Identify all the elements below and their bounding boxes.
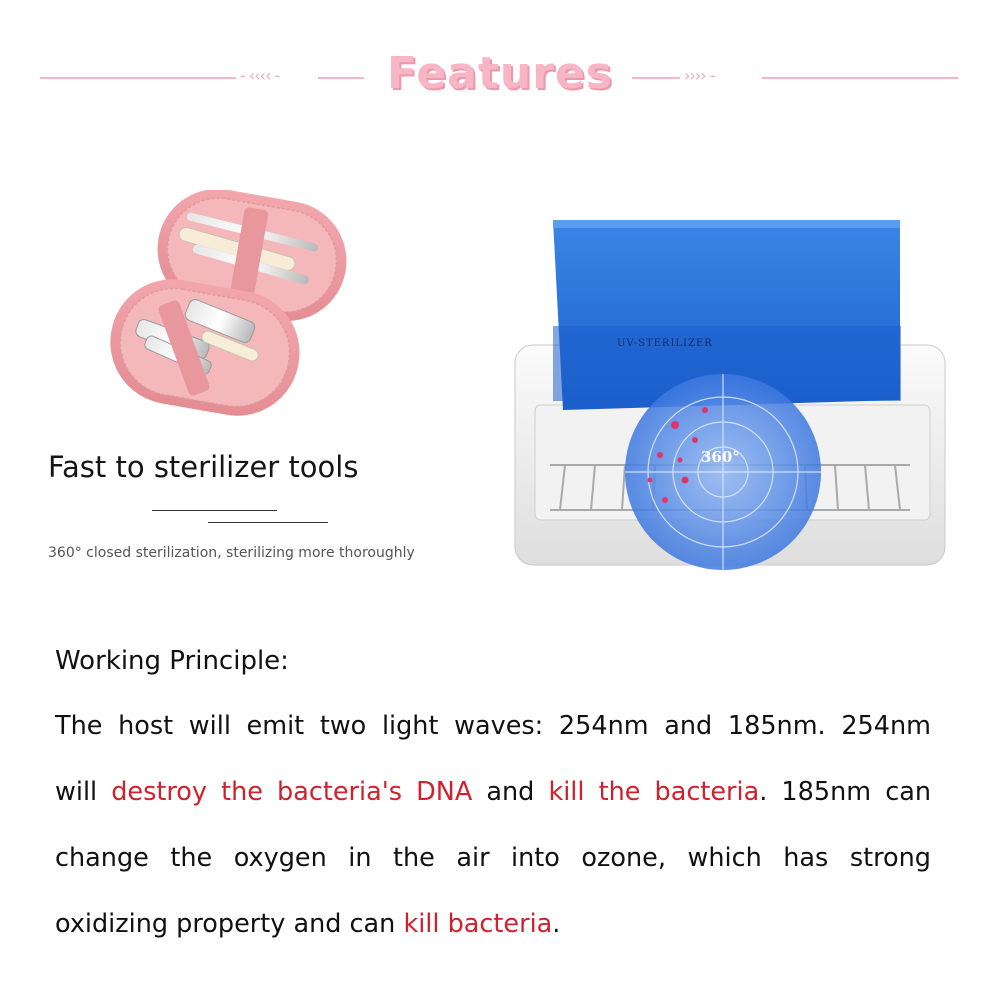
feature-title: Fast to sterilizer tools — [48, 450, 359, 484]
line4-text-c: . — [552, 909, 561, 939]
working-principle-line-3: change the oxygen in the air into ozone, which has strong — [55, 843, 931, 873]
sterilizer-360-badge: 360° — [701, 448, 740, 466]
working-principle-line-1: The host will emit two light waves: 254nm and 185nm. 254nm — [55, 711, 931, 741]
header-right-rule — [762, 77, 958, 79]
header-left-chevrons: - ‹‹‹‹ - — [240, 66, 280, 85]
highlight-kill-bacteria: kill bacteria — [403, 909, 553, 939]
line4-text-a: oxidizing property and can — [55, 909, 404, 939]
working-principle-heading: Working Principle: — [55, 646, 289, 676]
working-principle-line-2 — [55, 777, 931, 807]
line2-text-e: . 185nm can — [759, 777, 932, 807]
sterilizer-lid-label: UV-STERILIZER — [617, 338, 713, 349]
highlight-kill-the-bacteria: kill the bacteria — [548, 777, 760, 807]
working-principle-line-4 — [55, 909, 560, 939]
feature-subtitle: 360° closed sterilization, sterilizing more thoroughly — [48, 545, 415, 561]
line2-text-a: will — [55, 777, 112, 807]
feature-divider-lower — [208, 522, 328, 523]
feature-divider-upper — [152, 510, 277, 511]
line2-text-c: and — [472, 777, 549, 807]
header-right-chevrons: ›››› - — [684, 66, 715, 85]
header-right-rule-short — [632, 77, 680, 79]
page-title: Features — [387, 48, 613, 99]
highlight-destroy-dna: destroy the bacteria's DNA — [111, 777, 473, 807]
nail-kit-image — [105, 190, 355, 420]
uv-sterilizer-image — [505, 210, 955, 580]
